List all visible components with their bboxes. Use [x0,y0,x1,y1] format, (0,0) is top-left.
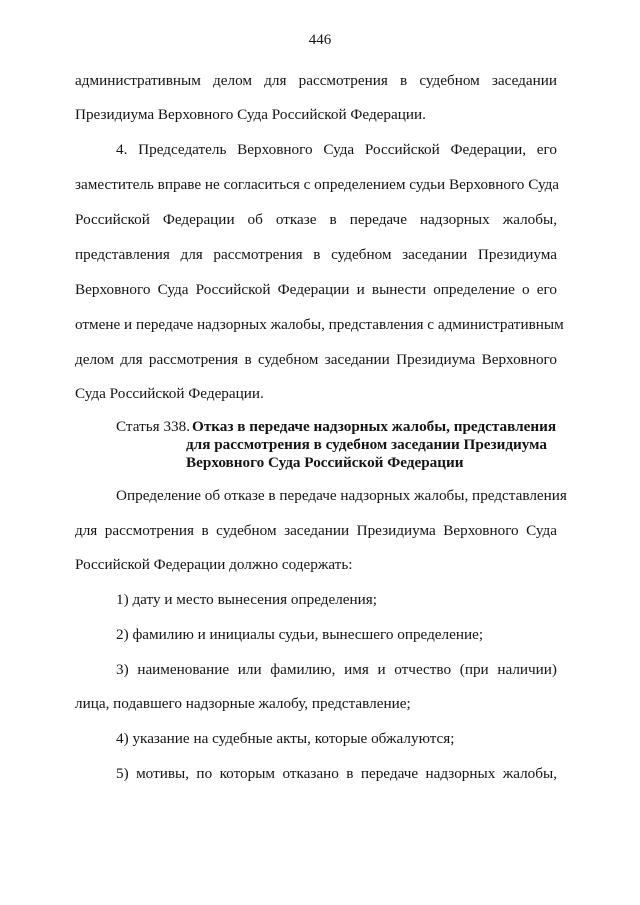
text-line: для рассмотрения в судебном заседании Президиума Верховного Суда [75,522,557,539]
article-title-line: Отказ в передаче надзорных жалобы, представления [192,418,557,435]
text-line: Суда Российской Федерации. [75,385,264,402]
list-item: 2) фамилию и инициалы судьи, вынесшего определение; [116,626,484,643]
list-item: 3) наименование или фамилию, имя и отчество (при наличии) [116,661,557,678]
text-line: Президиума Верховного Суда Российской Федерации. [75,106,426,123]
list-item: 5) мотивы, по которым отказано в передаче надзорных жалобы, [116,765,557,782]
paragraph-first-line: 4. Председатель Верховного Суда Российской Федерации, его [116,141,557,158]
text-line: делом для рассмотрения в судебном заседании Президиума Верховного [75,351,557,368]
text-line: Российской Федерации об отказе в передаче надзорных жалобы, [75,211,557,228]
paragraph-first-line: Определение об отказе в передаче надзорных жалобы, представления [116,487,567,504]
article-title-line: Верховного Суда Российской Федерации [186,454,464,471]
article-title-line: для рассмотрения в судебном заседании Президиума [186,436,548,453]
text-line: представления для рассмотрения в судебном заседании Президиума [75,246,557,263]
text-line: отмене и передаче надзорных жалобы, представления с административным [75,316,564,333]
text-line: административным делом для рассмотрения в судебном заседании [75,72,557,89]
article-label: Статья 338. [116,418,191,435]
text-line: лица, подавшего надзорные жалобу, представление; [75,695,411,712]
page-number: 446 [308,32,332,48]
text-line: заместитель вправе не согласиться с определением судьи Верховного Суда [75,176,560,193]
text-line: Российской Федерации должно содержать: [75,556,353,573]
text-line: Верховного Суда Российской Федерации и вынести определение о его [75,281,557,298]
list-item: 4) указание на судебные акты, которые обжалуются; [116,730,455,747]
list-item: 1) дату и место вынесения определения; [116,591,378,608]
